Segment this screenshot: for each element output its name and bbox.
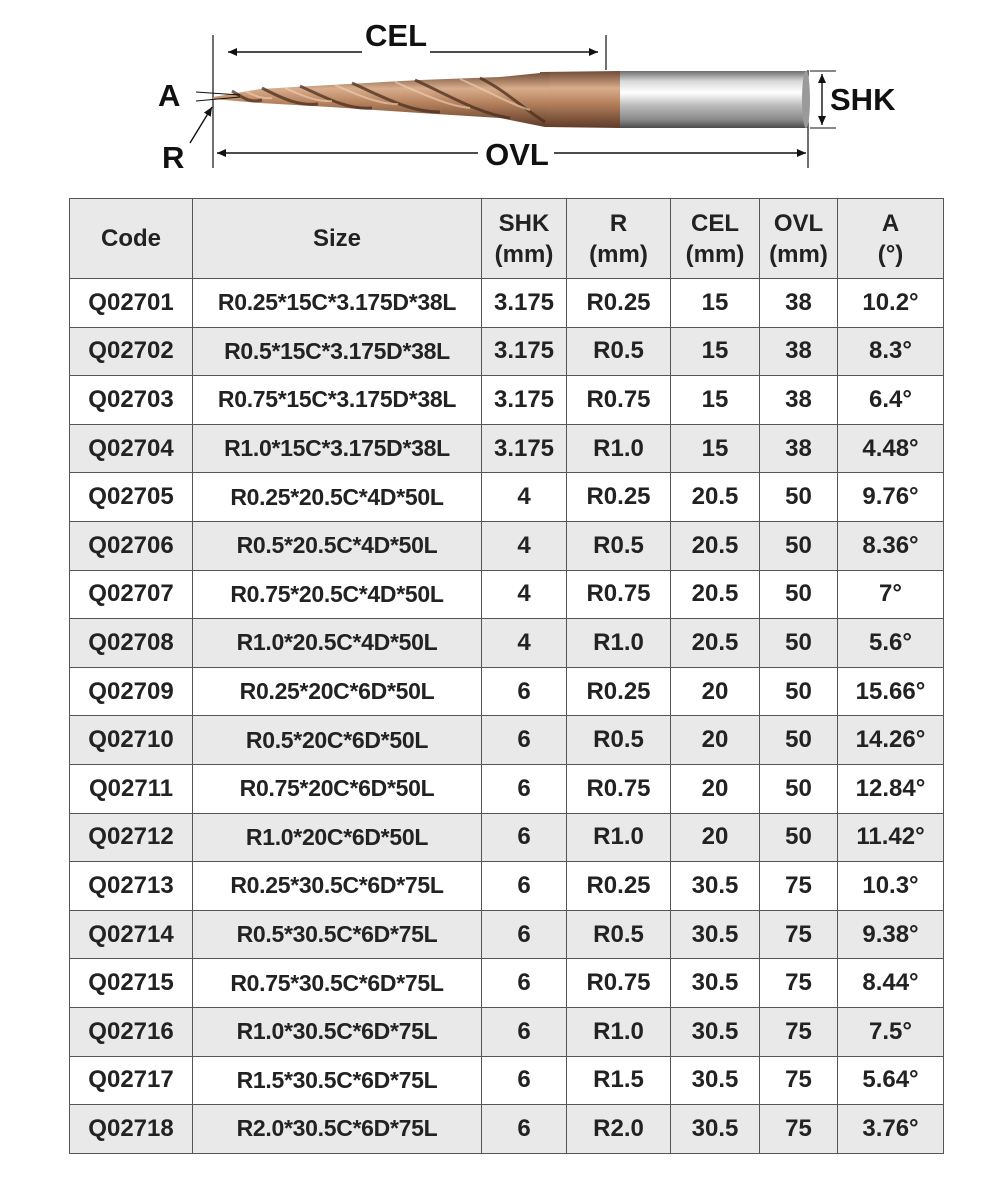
cell-size: R0.75*15C*3.175D*38L bbox=[193, 376, 482, 425]
cell-code: Q02708 bbox=[70, 619, 193, 668]
cell-shk: 3.175 bbox=[482, 424, 567, 473]
cell-size: R0.25*30.5C*6D*75L bbox=[193, 862, 482, 911]
cell-a: 11.42° bbox=[838, 813, 944, 862]
cell-code: Q02702 bbox=[70, 327, 193, 376]
cell-cel: 20.5 bbox=[671, 473, 760, 522]
cell-ovl: 50 bbox=[760, 619, 838, 668]
cell-a: 3.76° bbox=[838, 1105, 944, 1154]
cell-shk: 4 bbox=[482, 619, 567, 668]
table-row bbox=[70, 813, 944, 862]
cell-code: Q02714 bbox=[70, 910, 193, 959]
cell-ovl: 50 bbox=[760, 813, 838, 862]
cell-size: R0.5*20C*6D*50L bbox=[193, 716, 482, 765]
cell-a: 9.38° bbox=[838, 910, 944, 959]
cell-cel: 20 bbox=[671, 667, 760, 716]
tool-flutes bbox=[213, 72, 550, 127]
cell-cel: 30.5 bbox=[671, 959, 760, 1008]
table-row bbox=[70, 910, 944, 959]
cell-ovl: 75 bbox=[760, 1007, 838, 1056]
cell-shk: 6 bbox=[482, 813, 567, 862]
shk-label: SHK bbox=[830, 82, 896, 117]
cell-ovl: 75 bbox=[760, 1105, 838, 1154]
table-row bbox=[70, 1105, 944, 1154]
cell-r: R1.0 bbox=[567, 619, 671, 668]
cell-a: 5.6° bbox=[838, 619, 944, 668]
table-row bbox=[70, 473, 944, 522]
cell-cel: 15 bbox=[671, 279, 760, 328]
cell-ovl: 75 bbox=[760, 862, 838, 911]
cell-size: R0.75*20C*6D*50L bbox=[193, 764, 482, 813]
cell-cel: 30.5 bbox=[671, 1007, 760, 1056]
table-row bbox=[70, 279, 944, 328]
cell-size: R0.75*20.5C*4D*50L bbox=[193, 570, 482, 619]
cell-size: R0.5*20.5C*4D*50L bbox=[193, 521, 482, 570]
cell-size: R2.0*30.5C*6D*75L bbox=[193, 1105, 482, 1154]
cell-size: R0.5*15C*3.175D*38L bbox=[193, 327, 482, 376]
cell-r: R1.0 bbox=[567, 813, 671, 862]
table-row bbox=[70, 959, 944, 1008]
cell-cel: 30.5 bbox=[671, 1105, 760, 1154]
cell-code: Q02709 bbox=[70, 667, 193, 716]
cell-code: Q02701 bbox=[70, 279, 193, 328]
cell-code: Q02703 bbox=[70, 376, 193, 425]
cell-a: 7° bbox=[838, 570, 944, 619]
cell-a: 7.5° bbox=[838, 1007, 944, 1056]
cell-cel: 30.5 bbox=[671, 910, 760, 959]
table-row bbox=[70, 376, 944, 425]
cell-size: R1.0*15C*3.175D*38L bbox=[193, 424, 482, 473]
cell-cel: 20 bbox=[671, 764, 760, 813]
cell-ovl: 38 bbox=[760, 327, 838, 376]
cell-ovl: 50 bbox=[760, 473, 838, 522]
cell-r: R2.0 bbox=[567, 1105, 671, 1154]
cell-size: R1.0*20.5C*4D*50L bbox=[193, 619, 482, 668]
table-row bbox=[70, 764, 944, 813]
cell-code: Q02704 bbox=[70, 424, 193, 473]
cell-a: 10.3° bbox=[838, 862, 944, 911]
cell-a: 8.36° bbox=[838, 521, 944, 570]
cell-r: R0.25 bbox=[567, 473, 671, 522]
header-code: Code bbox=[70, 199, 193, 279]
cell-a: 9.76° bbox=[838, 473, 944, 522]
table-header-row bbox=[70, 199, 944, 279]
cell-code: Q02717 bbox=[70, 1056, 193, 1105]
cell-code: Q02715 bbox=[70, 959, 193, 1008]
cell-cel: 20 bbox=[671, 716, 760, 765]
cell-shk: 6 bbox=[482, 1105, 567, 1154]
angle-label: A bbox=[158, 78, 181, 113]
cell-r: R0.5 bbox=[567, 716, 671, 765]
header-a: A (°) bbox=[838, 199, 944, 279]
cell-shk: 6 bbox=[482, 667, 567, 716]
cell-size: R0.25*15C*3.175D*38L bbox=[193, 279, 482, 328]
cell-a: 6.4° bbox=[838, 376, 944, 425]
cell-cel: 20.5 bbox=[671, 521, 760, 570]
cell-shk: 6 bbox=[482, 959, 567, 1008]
cell-size: R0.75*30.5C*6D*75L bbox=[193, 959, 482, 1008]
cell-shk: 6 bbox=[482, 1007, 567, 1056]
cell-r: R0.25 bbox=[567, 279, 671, 328]
tool-shank bbox=[620, 71, 808, 128]
cell-cel: 30.5 bbox=[671, 862, 760, 911]
cell-shk: 3.175 bbox=[482, 376, 567, 425]
cell-cel: 15 bbox=[671, 424, 760, 473]
cel-label: CEL bbox=[365, 18, 427, 53]
table-row bbox=[70, 862, 944, 911]
cell-cel: 20 bbox=[671, 813, 760, 862]
spec-table bbox=[69, 198, 944, 1154]
tool-diagram bbox=[0, 0, 1000, 190]
cell-shk: 3.175 bbox=[482, 327, 567, 376]
table-row bbox=[70, 521, 944, 570]
cell-shk: 4 bbox=[482, 473, 567, 522]
cell-shk: 6 bbox=[482, 716, 567, 765]
cell-ovl: 38 bbox=[760, 424, 838, 473]
cell-cel: 20.5 bbox=[671, 570, 760, 619]
cell-size: R1.5*30.5C*6D*75L bbox=[193, 1056, 482, 1105]
cell-ovl: 50 bbox=[760, 521, 838, 570]
cell-size: R1.0*30.5C*6D*75L bbox=[193, 1007, 482, 1056]
cell-code: Q02707 bbox=[70, 570, 193, 619]
cell-shk: 6 bbox=[482, 910, 567, 959]
cell-shk: 4 bbox=[482, 521, 567, 570]
cell-ovl: 50 bbox=[760, 570, 838, 619]
cell-ovl: 75 bbox=[760, 959, 838, 1008]
cell-shk: 6 bbox=[482, 764, 567, 813]
cell-cel: 15 bbox=[671, 376, 760, 425]
cell-code: Q02713 bbox=[70, 862, 193, 911]
cell-shk: 6 bbox=[482, 1056, 567, 1105]
cell-r: R0.75 bbox=[567, 376, 671, 425]
cell-code: Q02711 bbox=[70, 764, 193, 813]
cell-ovl: 75 bbox=[760, 910, 838, 959]
cell-a: 14.26° bbox=[838, 716, 944, 765]
cell-shk: 4 bbox=[482, 570, 567, 619]
cell-r: R1.0 bbox=[567, 424, 671, 473]
ovl-label: OVL bbox=[485, 137, 549, 172]
header-cel: CEL (mm) bbox=[671, 199, 760, 279]
cell-a: 12.84° bbox=[838, 764, 944, 813]
table-row bbox=[70, 424, 944, 473]
cell-size: R0.25*20C*6D*50L bbox=[193, 667, 482, 716]
cell-ovl: 75 bbox=[760, 1056, 838, 1105]
cell-r: R0.75 bbox=[567, 959, 671, 1008]
table-row bbox=[70, 716, 944, 765]
cell-r: R0.75 bbox=[567, 764, 671, 813]
cell-code: Q02716 bbox=[70, 1007, 193, 1056]
table-row bbox=[70, 1056, 944, 1105]
cell-r: R0.75 bbox=[567, 570, 671, 619]
cell-r: R0.5 bbox=[567, 910, 671, 959]
cell-a: 5.64° bbox=[838, 1056, 944, 1105]
cell-code: Q02710 bbox=[70, 716, 193, 765]
cell-a: 10.2° bbox=[838, 279, 944, 328]
radius-label: R bbox=[162, 140, 185, 175]
cell-a: 8.44° bbox=[838, 959, 944, 1008]
cell-code: Q02705 bbox=[70, 473, 193, 522]
cell-ovl: 38 bbox=[760, 376, 838, 425]
cell-r: R0.5 bbox=[567, 327, 671, 376]
header-shk: SHK (mm) bbox=[482, 199, 567, 279]
table-row bbox=[70, 1007, 944, 1056]
cell-a: 4.48° bbox=[838, 424, 944, 473]
table-row bbox=[70, 570, 944, 619]
cell-shk: 6 bbox=[482, 862, 567, 911]
cell-ovl: 50 bbox=[760, 764, 838, 813]
cell-cel: 30.5 bbox=[671, 1056, 760, 1105]
cell-ovl: 38 bbox=[760, 279, 838, 328]
table-row bbox=[70, 619, 944, 668]
cell-code: Q02706 bbox=[70, 521, 193, 570]
tool-neck bbox=[540, 71, 620, 128]
cell-a: 8.3° bbox=[838, 327, 944, 376]
cell-code: Q02718 bbox=[70, 1105, 193, 1154]
header-r: R (mm) bbox=[567, 199, 671, 279]
cell-size: R1.0*20C*6D*50L bbox=[193, 813, 482, 862]
cell-ovl: 50 bbox=[760, 716, 838, 765]
cell-ovl: 50 bbox=[760, 667, 838, 716]
cell-r: R1.5 bbox=[567, 1056, 671, 1105]
cell-r: R1.0 bbox=[567, 1007, 671, 1056]
cell-a: 15.66° bbox=[838, 667, 944, 716]
cell-size: R0.5*30.5C*6D*75L bbox=[193, 910, 482, 959]
cell-cel: 15 bbox=[671, 327, 760, 376]
cell-cel: 20.5 bbox=[671, 619, 760, 668]
table-row bbox=[70, 327, 944, 376]
cell-code: Q02712 bbox=[70, 813, 193, 862]
radius-leader bbox=[190, 107, 212, 143]
cell-r: R0.25 bbox=[567, 667, 671, 716]
header-size: Size bbox=[193, 199, 482, 279]
cell-shk: 3.175 bbox=[482, 279, 567, 328]
cell-r: R0.25 bbox=[567, 862, 671, 911]
cell-r: R0.5 bbox=[567, 521, 671, 570]
cell-size: R0.25*20.5C*4D*50L bbox=[193, 473, 482, 522]
table-row bbox=[70, 667, 944, 716]
header-ovl: OVL (mm) bbox=[760, 199, 838, 279]
